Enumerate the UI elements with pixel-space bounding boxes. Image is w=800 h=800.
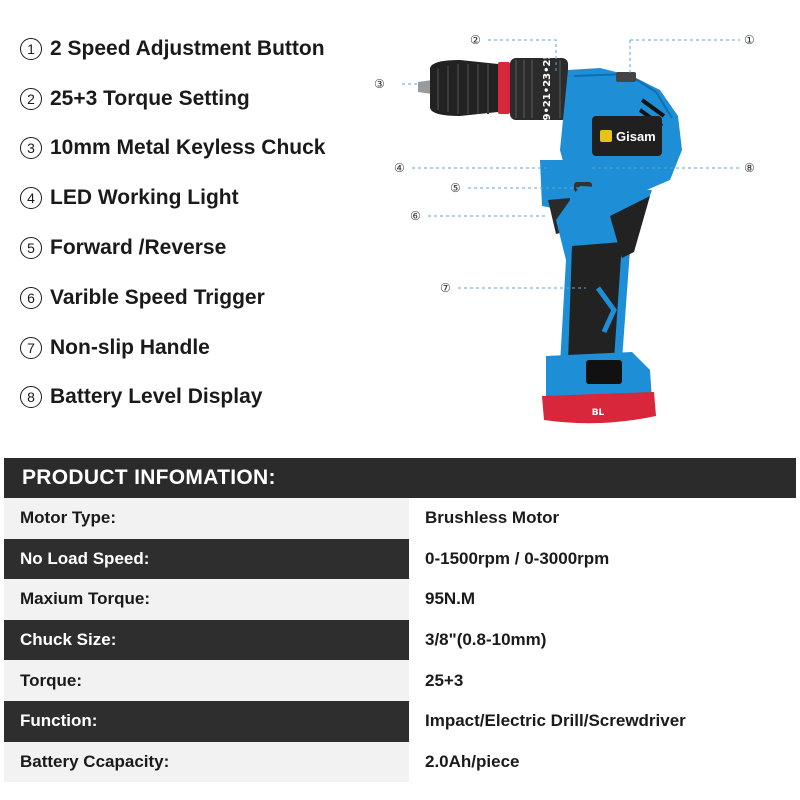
spec-value: Brushless Motor [409,498,796,539]
feature-number: 6 [20,287,42,309]
svg-text:⑥: ⑥ [410,209,421,223]
spec-label: Motor Type: [20,508,117,528]
feature-number: 7 [20,337,42,359]
spec-label: Chuck Size: [20,630,117,650]
svg-text:①: ① [744,33,755,47]
product-info-table [4,458,796,782]
spec-value: 0-1500rpm / 0-3000rpm [409,539,796,580]
feature-number: 1 [20,38,42,60]
feature-label: 25+3 Torque Setting [50,86,250,110]
spec-label: Maxium Torque: [20,589,151,609]
chuck-ring [498,62,510,114]
spec-value: 25+3 [409,660,796,701]
brand-logo: Gisam [616,129,656,144]
feature-label: 10mm Metal Keyless Chuck [50,136,326,160]
feature-label: Varible Speed Trigger [50,285,265,309]
feature-item [20,323,380,373]
feature-number: 5 [20,237,42,259]
feature-item [20,223,380,273]
feature-number: 8 [20,386,42,408]
feature-item [20,173,380,223]
feature-item [20,273,380,323]
spec-label: Torque: [20,670,83,690]
svg-text:②: ② [470,33,481,47]
torque-marks: 19•21•23•25 [542,52,553,128]
table-row [4,498,796,539]
torque-collar [510,53,568,128]
table-row [4,620,796,661]
table-row [4,579,796,620]
spec-value: 95N.M [409,579,796,620]
feature-number: 2 [20,88,42,110]
table-row [4,660,796,701]
svg-text:⑦: ⑦ [440,281,451,295]
feature-number: 4 [20,187,42,209]
svg-text:③: ③ [374,77,385,91]
svg-text:⑤: ⑤ [450,181,461,195]
feature-label: Battery Level Display [50,385,263,409]
drill-illustration [360,20,800,440]
feature-label: Non-slip Handle [50,335,210,359]
spec-label: Function: [20,711,98,731]
feature-item [20,124,380,174]
handle [556,186,652,364]
feature-list [20,24,380,422]
spec-value: Impact/Electric Drill/Screwdriver [409,701,796,742]
speed-button [616,72,636,82]
feature-label: LED Working Light [50,186,239,210]
table-row [4,539,796,580]
battery-label: BL [591,408,605,418]
spec-value: 2.0Ah/piece [409,742,796,783]
feature-label: Forward /Reverse [50,236,227,260]
table-row [4,742,796,783]
feature-number: 3 [20,137,42,159]
feature-item [20,24,380,74]
feature-item [20,74,380,124]
spec-label: No Load Speed: [20,548,150,568]
table-row [4,701,796,742]
svg-text:⑧: ⑧ [744,161,755,175]
chuck [418,60,510,116]
product-info-title: PRODUCT INFOMATION: [4,458,796,498]
svg-text:④: ④ [394,161,405,175]
battery [542,352,656,423]
feature-label: 2 Speed Adjustment Button [50,36,325,60]
spec-label: Battery Ccapacity: [20,751,170,771]
feature-item [20,373,380,423]
spec-value: 3/8"(0.8-10mm) [409,620,796,661]
